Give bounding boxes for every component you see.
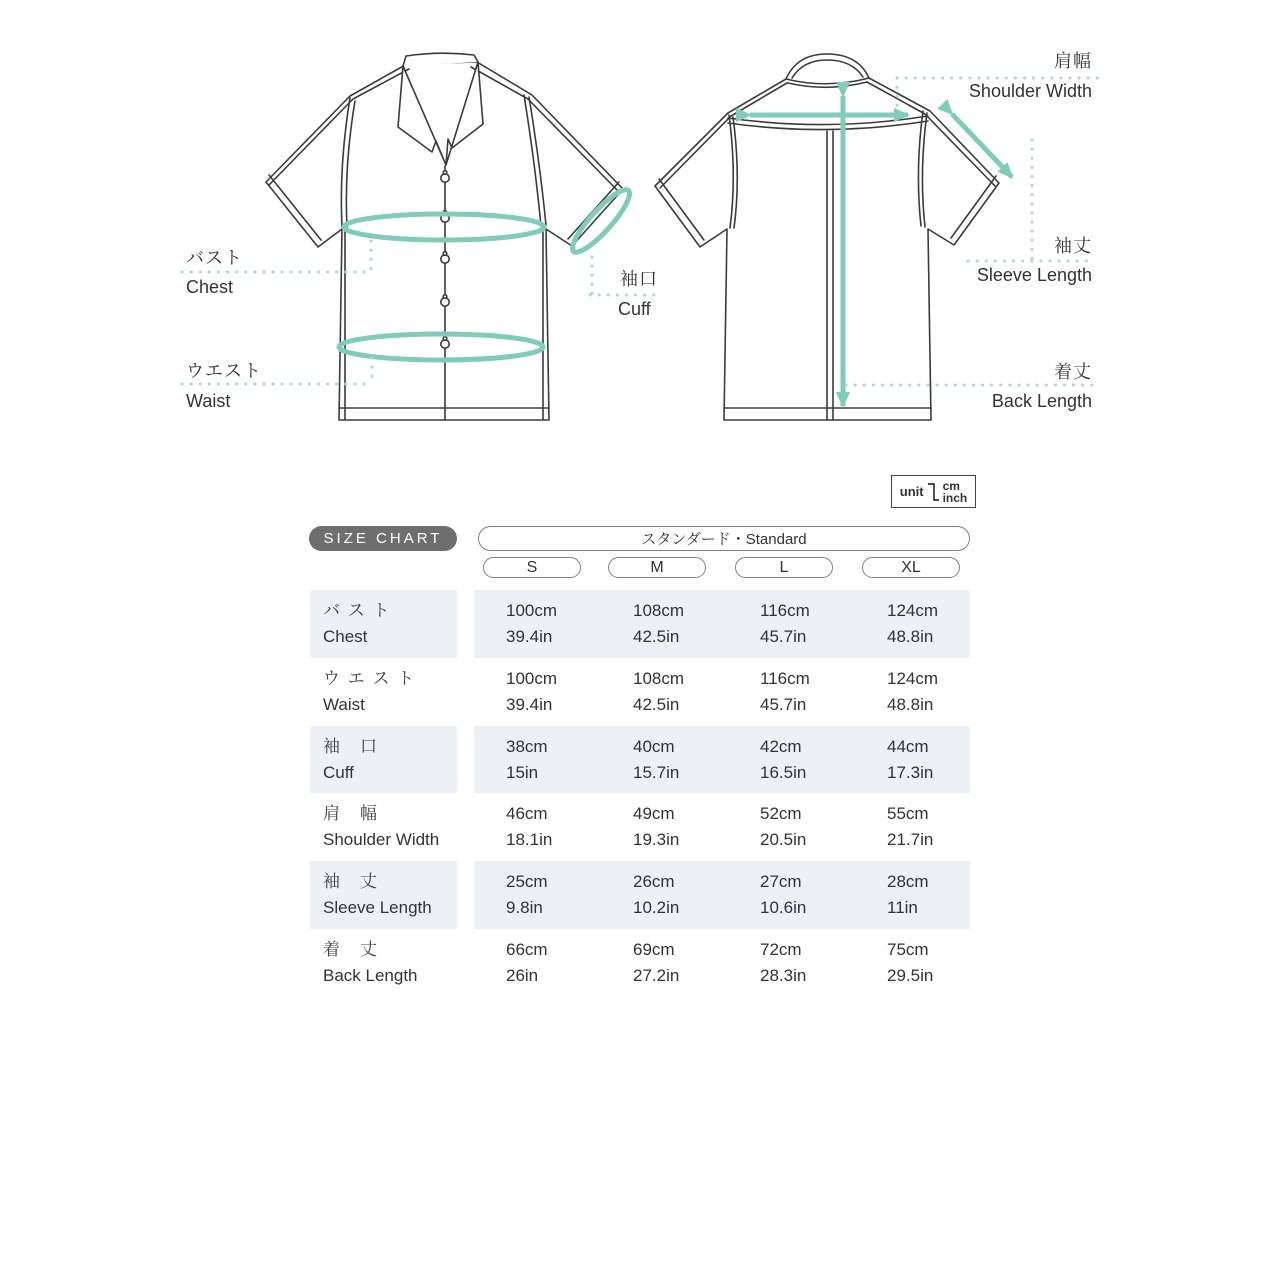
row-label: バ ス ト Chest [310,590,457,658]
size-pill-m: M [608,557,706,578]
sleeve-label-en: Sleeve Length [976,265,1092,285]
shirt-front-drawing [266,53,623,420]
table-row-cuff [310,726,970,794]
size-table [310,590,970,997]
row-values: 100cm 39.4in 108cm 42.5in 116cm 45.7in 124cm 48.8in [474,590,970,658]
row-label: ウ エ ス ト Waist [323,668,416,714]
table-row-chest [310,590,970,658]
shoulder-label-jp: 肩幅 [1054,51,1092,71]
row-label: 肩 幅 Shoulder Width [323,804,440,850]
row-label: 着 丈 Back Length [323,939,418,985]
size-pill-xl: XL [862,557,960,578]
chest-label-jp: バスト [186,248,243,268]
row-values: 46cm 18.1in 49cm 19.3in 52cm 20.5in 55cm 21.7in [506,804,934,850]
row-values: 100cm 39.4in 108cm 42.5in 116cm 45.7in 124cm 48.8in [506,668,939,714]
sleeve-label-jp: 袖丈 [1054,236,1092,256]
row-values: 38cm 15in 40cm 15.7in 42cm 16.5in 44cm 17.3in [474,726,970,794]
row-values: 25cm 9.8in 26cm 10.2in 27cm 10.6in 28cm 11in [474,861,970,929]
unit-inch: inch [942,490,968,505]
table-row-waist [310,658,970,726]
row-label: 袖 丈 Sleeve Length [310,861,457,929]
cuff-label-en: Cuff [618,299,651,319]
unit-label: unit [899,484,924,499]
table-row-sleeve-length [310,861,970,929]
back-length-label-en: Back Length [991,391,1092,411]
fit-standard-pill: スタンダード・Standard [478,526,970,551]
waist-label-jp: ウエスト [186,361,262,381]
chest-label-en: Chest [186,277,234,297]
unit-cm: cm [942,478,960,493]
shirt-back-drawing [655,54,999,420]
row-values: 66cm 26in 69cm 27.2in 72cm 28.3in 75cm 29.5in [506,939,934,985]
size-pill-l: L [735,557,833,578]
table-row-back-length [310,929,970,997]
unit-bracket-icon [927,479,940,505]
table-row-shoulder-width [310,793,970,861]
waist-label-en: Waist [186,391,231,411]
row-label: 袖 口 Cuff [310,726,457,794]
unit-box [891,475,976,508]
back-length-label-jp: 着丈 [1054,362,1092,382]
size-chart-heading: SIZE CHART [309,526,457,551]
shoulder-label-en: Shoulder Width [968,81,1092,101]
size-pill-s: S [483,557,581,578]
cuff-label-jp: 袖口 [620,269,658,289]
